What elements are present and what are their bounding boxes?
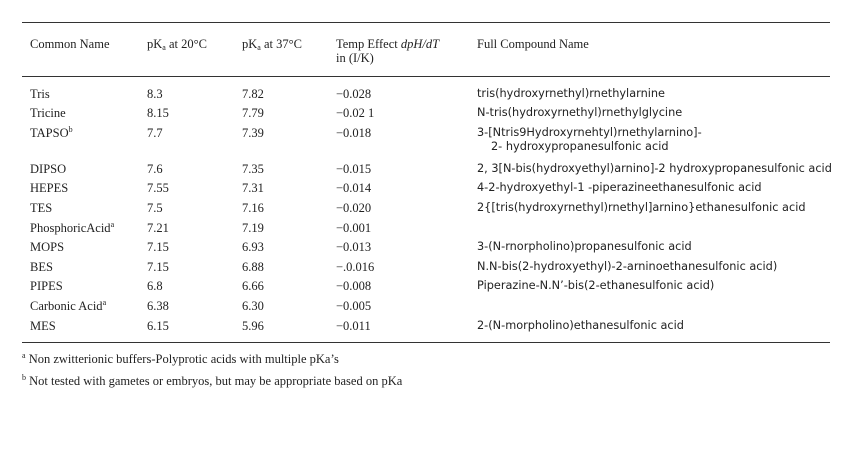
cell-pka-20: 8.15 xyxy=(147,106,169,120)
cell-common-name: PhosphoricAcid$^a$ xyxy=(30,220,115,235)
cell-common-name: Tricine xyxy=(30,106,66,120)
cell-temp-effect: −0.018 xyxy=(336,126,372,140)
header-pka-37: $pK_a$ at 37°C xyxy=(242,37,302,52)
cell-pka-20: 8.3 xyxy=(147,87,163,101)
cell-common-name: HEPES xyxy=(30,181,69,195)
cell-pka-20: 6.15 xyxy=(147,319,169,333)
cell-pka-20: 7.7 xyxy=(147,126,163,140)
cell-full-name: Piperazine-N.N’-bis(2-ethanesulfonic acid) xyxy=(477,279,715,292)
cell-temp-effect: −0.013 xyxy=(336,240,372,254)
cell-temp-effect: −0.008 xyxy=(336,279,372,293)
cell-pka-37: 7.19 xyxy=(242,221,264,235)
header-temp-effect: Temp Effect dpH/dT in (I/K) xyxy=(336,37,440,65)
cell-temp-effect: −0.015 xyxy=(336,162,372,176)
cell-full-name: 4-2-hydroxyethyl-1 -piperazineethanesulfonic acid xyxy=(477,181,762,194)
cell-temp-effect: −0.02 1 xyxy=(336,106,375,120)
cell-pka-37: 5.96 xyxy=(242,319,264,333)
table-header-rule xyxy=(22,76,830,77)
header-full-name: Full Compound Name xyxy=(477,37,589,51)
cell-full-name: 2, 3[N-bis(hydroxyethyl)arnino]-2 hydroxypropanesulfonic acid xyxy=(477,162,832,175)
cell-pka-37: 7.39 xyxy=(242,126,264,140)
cell-pka-37: 7.82 xyxy=(242,87,264,101)
cell-pka-20: 7.5 xyxy=(147,201,163,215)
cell-pka-20: 7.15 xyxy=(147,240,169,254)
cell-pka-37: 7.35 xyxy=(242,162,264,176)
cell-common-name: TES xyxy=(30,201,53,215)
cell-full-name: 2{[tris(hydroxyrnethyl)rnethyl]arnino}ethanesulfonic acid xyxy=(477,201,806,214)
cell-pka-37: 7.16 xyxy=(242,201,264,215)
cell-pka-37: 6.30 xyxy=(242,299,264,313)
cell-pka-20: 6.8 xyxy=(147,279,163,293)
footnote-b: $^b$ Not tested with gametes or embryos, but may be appropriate based on pKa xyxy=(22,373,403,388)
cell-common-name: BES xyxy=(30,260,53,274)
cell-pka-37: 7.31 xyxy=(242,181,264,195)
cell-pka-20: 7.6 xyxy=(147,162,163,176)
cell-temp-effect: −0.011 xyxy=(336,319,371,333)
cell-common-name: TAPSO$^b$ xyxy=(30,125,73,140)
cell-full-name: 3-[Ntris9Hydroxyrnehtyl)rnethylarnino]- 2- hydroxypropanesulfonic acid xyxy=(477,126,702,153)
cell-full-name: 3-(N-rnorpholino)propanesulfonic acid xyxy=(477,240,692,253)
cell-full-name: N-tris(hydroxyrnethyl)rnethylglycine xyxy=(477,106,683,119)
cell-pka-20: 7.21 xyxy=(147,221,169,235)
cell-pka-37: 6.88 xyxy=(242,260,264,274)
table-bottom-rule xyxy=(22,342,830,343)
cell-pka-37: 6.93 xyxy=(242,240,264,254)
cell-common-name: Tris xyxy=(30,87,50,101)
cell-pka-37: 6.66 xyxy=(242,279,264,293)
header-pka-20: $pK_a$ at 20°C xyxy=(147,37,207,52)
cell-common-name: MES xyxy=(30,319,56,333)
cell-pka-20: 6.38 xyxy=(147,299,169,313)
cell-common-name: PIPES xyxy=(30,279,63,293)
cell-temp-effect: −0.028 xyxy=(336,87,372,101)
cell-temp-effect: −0.020 xyxy=(336,201,372,215)
cell-pka-37: 7.79 xyxy=(242,106,264,120)
header-common-name: Common Name xyxy=(30,37,110,51)
cell-temp-effect: −.0.016 xyxy=(336,260,375,274)
cell-full-name: 2-(N-morpholino)ethanesulfonic acid xyxy=(477,319,684,332)
cell-pka-20: 7.15 xyxy=(147,260,169,274)
cell-common-name: Carbonic Acid$^a$ xyxy=(30,298,107,313)
cell-temp-effect: −0.014 xyxy=(336,181,372,195)
footnote-a: $^a$ Non zwitterionic buffers-Polyprotic acids with multiple pKa’s xyxy=(22,351,339,366)
cell-common-name: MOPS xyxy=(30,240,65,254)
cell-common-name: DIPSO xyxy=(30,162,67,176)
cell-full-name: tris(hydroxyrnethyl)rnethylarnine xyxy=(477,87,665,100)
table-top-rule xyxy=(22,22,830,23)
cell-pka-20: 7.55 xyxy=(147,181,169,195)
cell-temp-effect: −0.005 xyxy=(336,299,372,313)
cell-full-name: N.N-bis(2-hydroxyethyl)-2-arninoethanesulfonic acid) xyxy=(477,260,778,273)
cell-temp-effect: −0.001 xyxy=(336,221,372,235)
